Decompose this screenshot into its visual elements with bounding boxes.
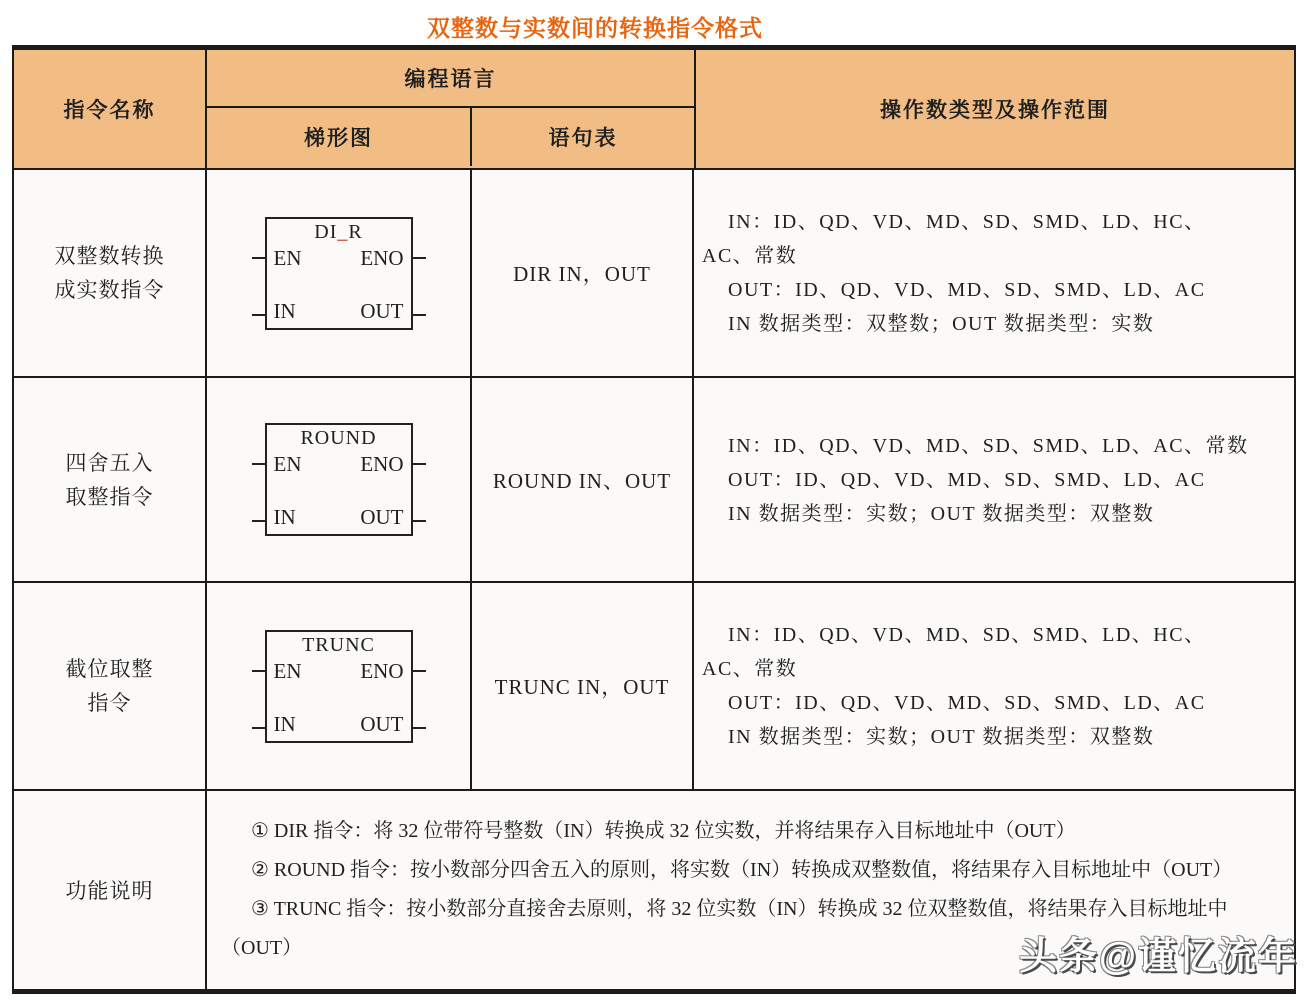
ladder-box-title: ROUND	[300, 427, 377, 449]
instruction-name-line: 成实数指令	[54, 278, 165, 302]
ladder-pin-stub-tl	[252, 670, 265, 672]
ladder-pins-bottom	[267, 298, 411, 325]
ladder-diagram-cell	[207, 170, 472, 376]
ladder-pin-en: EN	[273, 658, 302, 683]
ladder-diagram-cell	[207, 378, 472, 581]
operand-line: IN：ID、QD、VD、MD、SD、SMD、LD、HC、	[728, 211, 1206, 233]
statement-cell: ROUND IN、OUT	[472, 378, 694, 581]
ladder-pin-stub-br	[413, 520, 426, 522]
header-programming-group	[207, 50, 696, 168]
ladder-box	[265, 217, 413, 330]
ladder-pin-stub-bl	[252, 520, 265, 522]
ladder-pin-eno: ENO	[360, 658, 404, 683]
ladder-pins-bottom	[267, 504, 411, 531]
ladder-box-title: DI_R	[314, 220, 363, 243]
function-description-label: 功能说明	[14, 791, 207, 989]
operand-line: IN：ID、QD、VD、MD、SD、SMD、LD、AC、常数	[728, 434, 1249, 457]
instruction-name-cell	[14, 583, 207, 789]
operand-line: IN 数据类型：实数；OUT 数据类型：双整数	[728, 502, 1155, 525]
statement-cell: TRUNC IN，OUT	[472, 583, 694, 789]
function-description-line: ③ TRUNC 指令：按小数部分直接舍去原则，将 32 位实数（IN）转换成 32 位双整数值，将结果存入目标地址中（OUT）	[221, 898, 1228, 959]
function-description-line: ① DIR 指令：将 32 位带符号整数（IN）转换成 32 位实数，并将结果存入目标地址中（OUT）	[251, 820, 1076, 842]
operand-line: IN：ID、QD、VD、MD、SD、SMD、LD、HC、	[728, 624, 1206, 646]
header-programming-language: 编程语言	[207, 50, 694, 108]
ladder-title-underscore: _	[337, 220, 349, 243]
instruction-row	[14, 376, 1294, 581]
instruction-name-line: 双整数转换	[54, 244, 165, 268]
ladder-pin-stub-br	[413, 314, 426, 316]
operand-line: OUT：ID、QD、VD、MD、SD、SMD、LD、AC	[728, 468, 1206, 491]
ladder-pin-stub-br	[413, 727, 426, 729]
table-header-row	[14, 50, 1294, 168]
instruction-name-line: 四舍五入	[65, 450, 154, 475]
ladder-pins-bottom	[267, 711, 411, 738]
ladder-pin-stub-tr	[413, 670, 426, 672]
instruction-name-line: 截位取整	[65, 657, 154, 681]
ladder-box	[265, 630, 413, 743]
ladder-box-title: TRUNC	[302, 633, 375, 656]
instruction-name-cell	[14, 378, 207, 581]
page-title: 双整数与实数间的转换指令格式	[427, 15, 763, 41]
ladder-pin-eno: ENO	[360, 452, 404, 476]
ladder-pin-out: OUT	[360, 711, 404, 736]
ladder-pins-top	[267, 245, 411, 272]
ladder-pin-en: EN	[273, 245, 302, 270]
function-description-line: ② ROUND 指令：按小数部分四舍五入的原则，将实数（IN）转换成双整数值，将结果存入目标地址中（OUT）	[251, 859, 1233, 881]
ladder-pin-stub-tl	[252, 463, 265, 465]
operand-line: OUT：ID、QD、VD、MD、SD、SMD、LD、AC	[728, 692, 1206, 714]
operand-cell	[694, 378, 1294, 581]
header-statement-list: 语句表	[548, 126, 618, 150]
ladder-pin-stub-tr	[413, 257, 426, 259]
ladder-pin-en: EN	[273, 452, 302, 476]
ladder-pin-in: IN	[273, 298, 296, 323]
watermark: 头条@谨忆流年	[1018, 936, 1298, 978]
ladder-box	[265, 423, 413, 536]
statement-cell: DIR IN，OUT	[472, 170, 694, 376]
ladder-pins-top	[267, 658, 411, 685]
ladder-pin-stub-tr	[413, 463, 426, 465]
table-body	[14, 168, 1294, 789]
ladder-pin-in: IN	[273, 505, 296, 529]
ladder-pin-eno: ENO	[360, 245, 404, 270]
operand-line: AC、常数	[702, 245, 798, 267]
ladder-pin-stub-bl	[252, 727, 265, 729]
operand-line: IN 数据类型：双整数；OUT 数据类型：实数	[728, 313, 1155, 335]
instruction-name-line: 取整指令	[65, 484, 154, 509]
operand-cell	[694, 170, 1294, 376]
instruction-row	[14, 581, 1294, 789]
ladder-pin-stub-tl	[252, 257, 265, 259]
header-ladder-diagram: 梯形图	[207, 108, 472, 166]
ladder-pins-top	[267, 451, 411, 478]
instruction-name-line: 指令	[87, 691, 132, 715]
operand-line: AC、常数	[702, 658, 798, 680]
ladder-pin-in: IN	[273, 711, 296, 736]
instruction-row	[14, 168, 1294, 376]
instruction-format-table	[12, 45, 1296, 994]
ladder-diagram-cell	[207, 583, 472, 789]
operand-line: IN 数据类型：实数；OUT 数据类型：双整数	[728, 726, 1155, 748]
ladder-pin-out: OUT	[360, 298, 404, 323]
operand-cell	[694, 583, 1294, 789]
ladder-pin-stub-bl	[252, 314, 265, 316]
header-instruction-name: 指令名称	[14, 50, 207, 168]
ladder-pin-out: OUT	[360, 505, 404, 529]
instruction-name-cell	[14, 170, 207, 376]
operand-line: OUT：ID、QD、VD、MD、SD、SMD、LD、AC	[728, 279, 1206, 301]
header-programming-subrow	[207, 108, 694, 166]
header-operand-type-range: 操作数类型及操作范围	[880, 98, 1110, 122]
